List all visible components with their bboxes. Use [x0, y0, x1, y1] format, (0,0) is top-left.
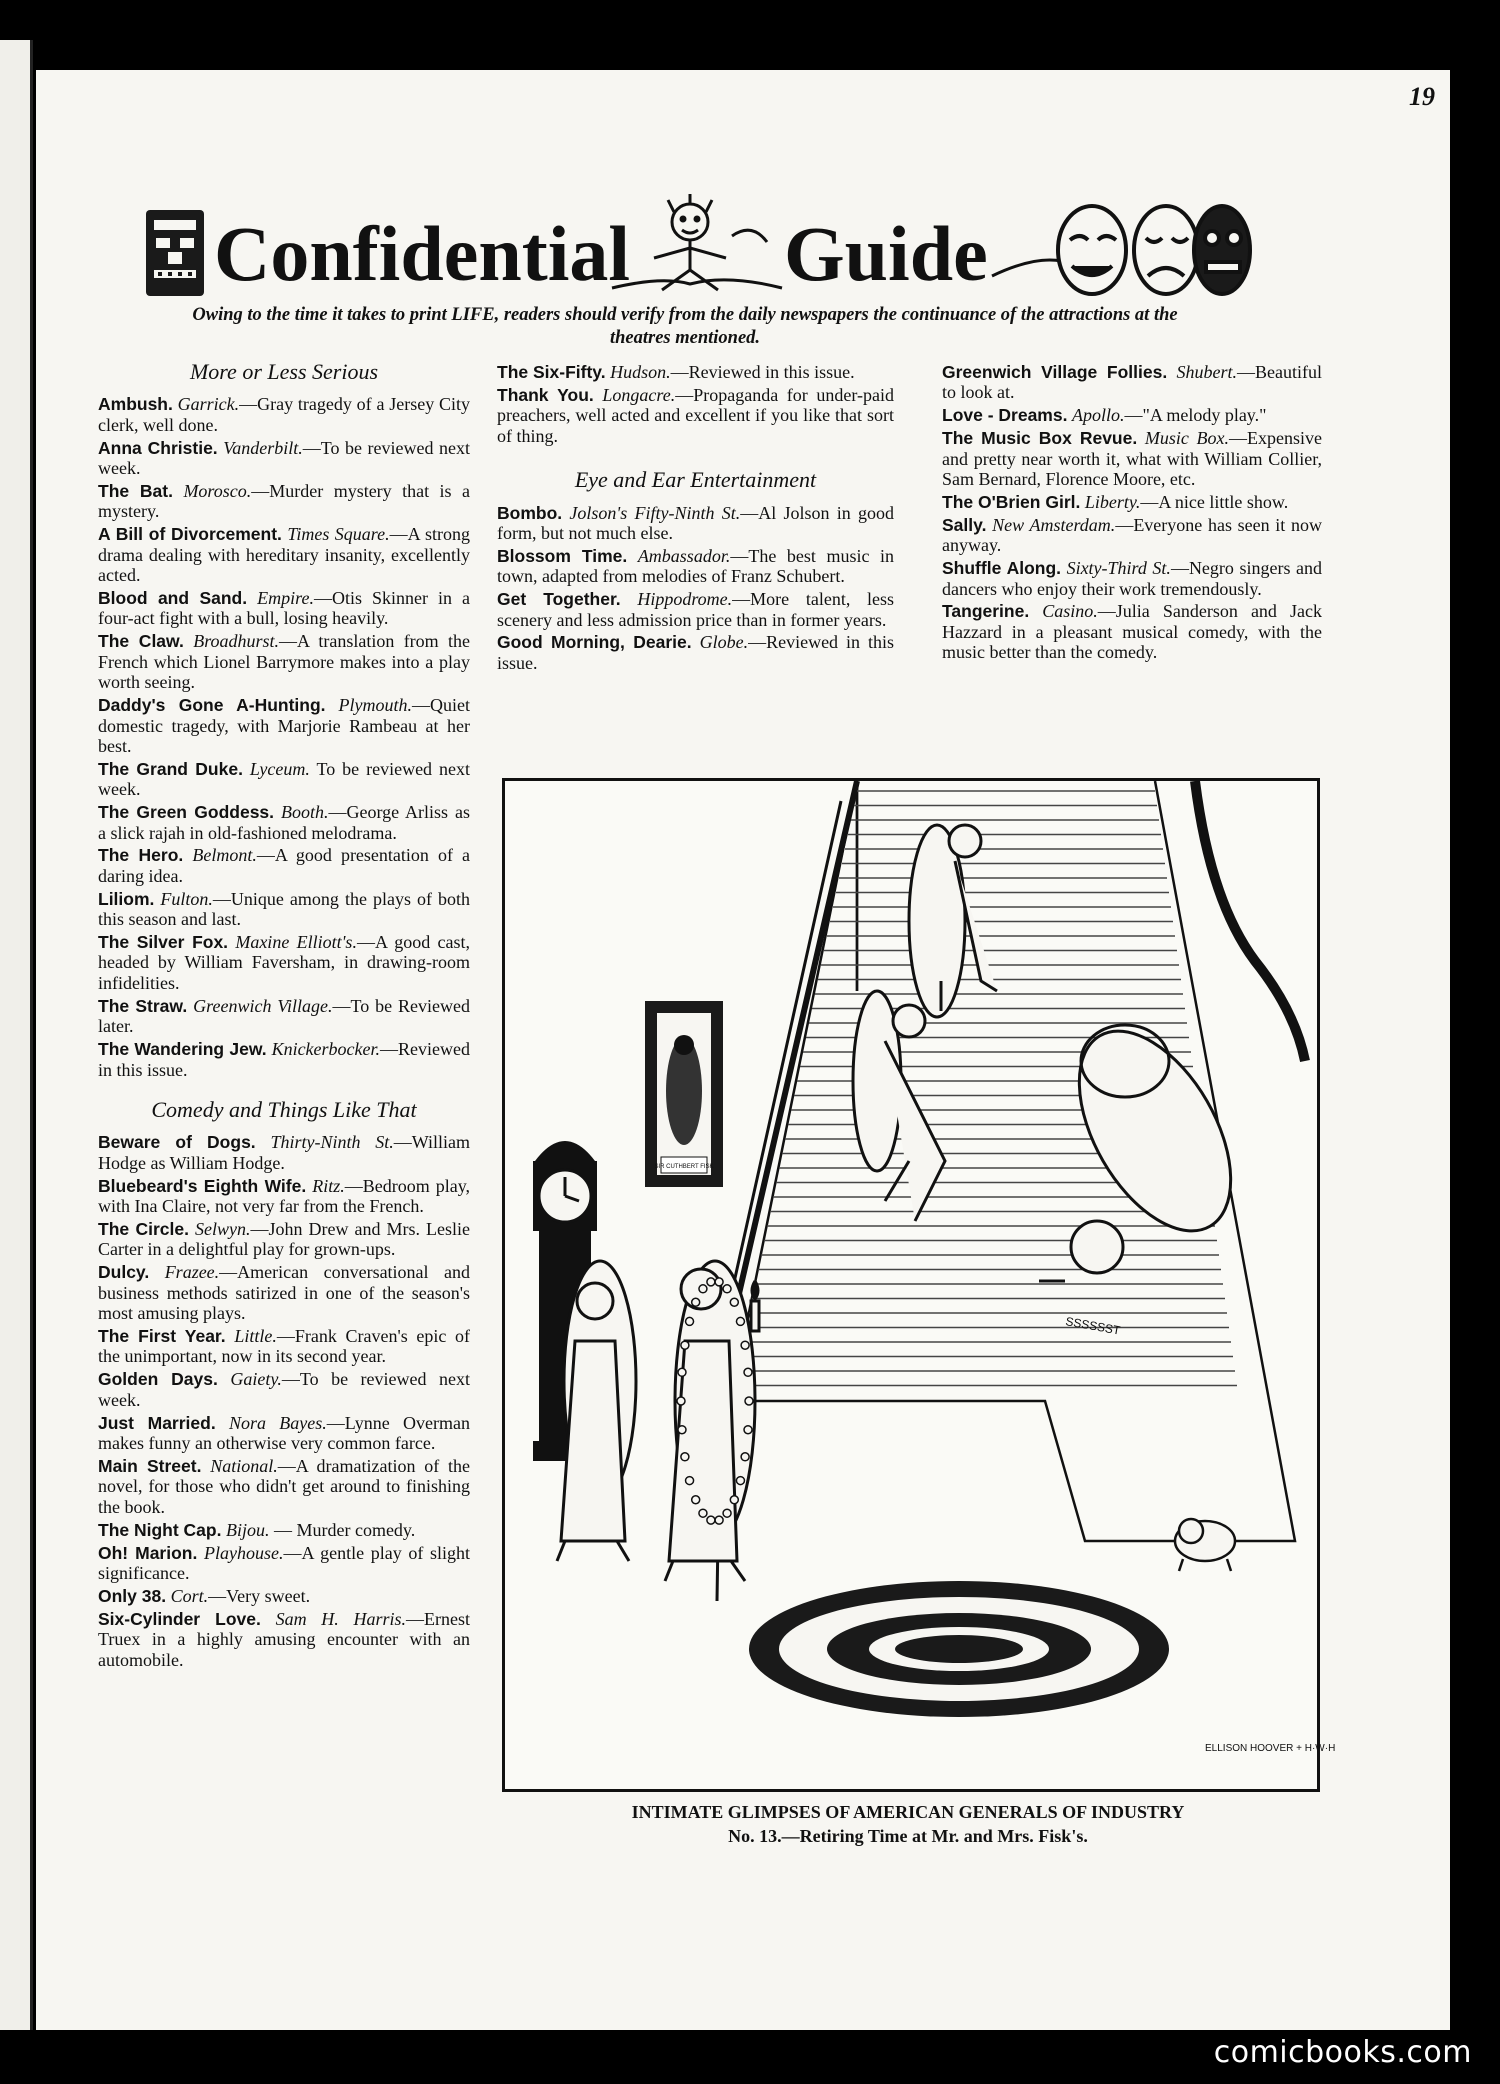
section-continued-list [497, 362, 894, 446]
theatre-name: Knickerbocker. [271, 1039, 381, 1060]
section-heading-comedy: Comedy and Things Like That [151, 1096, 417, 1122]
show-description: —Reviewed in this issue. [497, 632, 895, 673]
theatre-name: Liberty. [1084, 491, 1141, 512]
guide-entry [497, 589, 894, 630]
theatre-name: Hudson. [610, 362, 671, 382]
theatre-name: Greenwich Village. [193, 995, 333, 1016]
figure-mr-fisk [665, 1261, 755, 1581]
page-number: 19 [1409, 82, 1435, 111]
theatre-name: Jolson's Fifty-Ninth St. [569, 502, 741, 523]
oval-rug [749, 1581, 1169, 1717]
section-heading-eye-ear: Eye and Ear Entertainment [574, 467, 817, 493]
guide-entry [942, 428, 1322, 489]
theatre-name: Music Box. [1144, 428, 1230, 449]
guide-entry [98, 438, 470, 479]
theatre-name: Little. [234, 1325, 277, 1346]
guide-entry [98, 759, 470, 800]
theatre-masks-icon [1058, 206, 1250, 294]
guide-entry [98, 1456, 470, 1517]
column-2 [497, 362, 894, 676]
guide-entry [497, 362, 894, 382]
theatre-name: Sam H. Harris. [275, 1608, 407, 1629]
theatre-name: Maxine Elliott's. [235, 932, 357, 953]
show-title: A Bill of Divorcement. [98, 524, 282, 545]
cartoon-illustration [502, 778, 1336, 1792]
guide-entry [497, 546, 894, 587]
show-title: Tangerine. [942, 601, 1030, 622]
theatre-name: Selwyn. [195, 1218, 251, 1239]
guide-entry [942, 492, 1322, 512]
show-description: —Julia Sanderson and Jack Hazzard in a pleasant musical comedy, with the music better than the comedy. [942, 601, 1322, 663]
guide-entry [98, 524, 470, 585]
caption-line-2: No. 13.—Retiring Time at Mr. and Mrs. Fisk's. [728, 1826, 1088, 1846]
show-title: The First Year. [98, 1325, 226, 1346]
guide-entry [942, 362, 1322, 403]
theatre-name: Hippodrome. [637, 589, 733, 610]
show-title: Get Together. [497, 589, 621, 610]
show-description: —Gray tragedy of a Jersey City clerk, well done. [98, 394, 470, 435]
watermark: comicbooks.com [1213, 2035, 1472, 2070]
masthead-word-2: Guide [784, 210, 988, 297]
show-description: —A good cast, headed by William Faversham, in drawing-room infidelities. [98, 932, 470, 993]
show-title: Daddy's Gone A-Hunting. [98, 695, 326, 716]
theatre-name: Booth. [280, 802, 329, 823]
guide-entry [98, 1176, 470, 1217]
tiki-mask-icon [146, 210, 204, 296]
show-title: Blossom Time. [497, 545, 628, 566]
binding-edge [0, 40, 33, 2030]
theatre-name: Sixty-Third St. [1066, 558, 1171, 579]
guide-entry [98, 1326, 470, 1367]
show-title: Love - Dreams. [942, 405, 1068, 426]
theatre-name: Casino. [1042, 601, 1098, 622]
show-title: Thank You. [497, 384, 594, 405]
show-title: Oh! Marion. [98, 1542, 198, 1563]
show-description: To be reviewed next week. [98, 758, 471, 800]
show-title: The Night Cap. [98, 1519, 222, 1540]
dog-icon [1175, 1519, 1235, 1571]
show-description: —To be Reviewed later. [98, 995, 471, 1037]
show-title: The Green Goddess. [98, 802, 275, 823]
theatre-name: Playhouse. [204, 1542, 284, 1563]
show-description: —American conversational and business methods satirized in one of the season's most amusing plays. [98, 1262, 470, 1324]
show-title: The O'Brien Girl. [942, 491, 1081, 512]
show-title: Shuffle Along. [942, 558, 1061, 579]
portrait-frame [645, 1001, 723, 1187]
show-description: —Propaganda for under-paid preachers, well acted and excellent if you like that sort of thing. [497, 384, 894, 446]
guide-entry [98, 1520, 470, 1540]
theatre-name: New Amsterdam. [992, 514, 1116, 535]
guide-entry [98, 631, 470, 692]
section-serious-list [98, 394, 470, 1080]
show-description: —Reviewed in this issue. [98, 1039, 471, 1080]
intro-note: Owing to the time it takes to print LIFE, readers should verify from the daily newspapers the continuance of the attractions at the theatres mentioned. [192, 305, 1178, 348]
candle-icon [751, 1281, 759, 1331]
show-description: —Unique among the plays of both this season and last. [98, 888, 470, 930]
guide-entry [98, 588, 470, 629]
show-title: Only 38. [98, 1585, 167, 1606]
curtain-drape [1195, 781, 1305, 1061]
show-title: Good Morning, Dearie. [497, 632, 692, 653]
show-description: — Murder comedy. [269, 1519, 416, 1540]
show-description: —George Arliss as a slick rajah in old-fashioned melodrama. [98, 802, 470, 843]
show-title: Bombo. [497, 502, 563, 523]
show-title: The Grand Duke. [98, 758, 243, 779]
guide-entry [98, 1039, 470, 1080]
guide-entry [98, 802, 470, 843]
guide-entry [942, 558, 1322, 599]
show-description: —Murder mystery that is a mystery. [98, 481, 470, 522]
theatre-name: Cort. [170, 1585, 209, 1606]
show-title: Just Married. [98, 1412, 216, 1433]
figure-falling [1039, 1006, 1262, 1281]
guide-entry [98, 695, 470, 756]
show-description: —To be reviewed next week. [98, 437, 471, 479]
theatre-name: Bijou. [225, 1519, 270, 1540]
theatre-name: Belmont. [192, 845, 257, 866]
theatre-name: Vanderbilt. [223, 437, 303, 458]
show-description: —A good presentation of a daring idea. [98, 845, 470, 886]
show-description: —Frank Craven's epic of the unimportant, now in its second year. [98, 1325, 470, 1367]
theatre-name: Longacre. [602, 384, 676, 405]
guide-entry [98, 481, 470, 522]
guide-entry [98, 932, 470, 993]
show-title: Six-Cylinder Love. [98, 1608, 261, 1629]
show-description: —Negro singers and dancers who enjoy their work tremendously. [942, 558, 1323, 599]
theatre-name: Garrick. [177, 394, 240, 415]
column-1 [98, 359, 471, 1672]
show-description: —Beautiful to look at. [942, 362, 1322, 403]
guide-entry [98, 1219, 470, 1260]
guide-entry [98, 1413, 470, 1454]
section-heading-serious: More or Less Serious [189, 359, 379, 384]
theatre-name: Nora Bayes. [228, 1412, 327, 1433]
show-title: The Bat. [98, 481, 173, 502]
theatre-name: Fulton. [160, 888, 213, 909]
show-title: The Music Box Revue. [942, 428, 1138, 449]
show-title: The Wandering Jew. [98, 1039, 267, 1060]
theatre-name: Plymouth. [338, 695, 412, 716]
guide-entry [98, 1586, 470, 1606]
show-description: —A strong drama dealing with hereditary insanity, excellently acted. [98, 524, 471, 586]
theatre-name: Gaiety. [230, 1369, 282, 1390]
sound-effect: SSSSSST [1064, 1314, 1122, 1338]
show-description: —Bedroom play, with Ina Claire, not very far from the French. [98, 1175, 471, 1217]
show-title: Main Street. [98, 1455, 202, 1476]
show-title: Bluebeard's Eighth Wife. [98, 1175, 307, 1196]
theatre-name: Ambassador. [637, 545, 731, 566]
theatre-name: Times Square. [287, 524, 390, 545]
show-description: —Very sweet. [208, 1585, 311, 1606]
show-title: The Silver Fox. [98, 932, 229, 953]
theatre-name: Apollo. [1071, 405, 1125, 426]
show-description: —A gentle play of slight significance. [98, 1542, 471, 1583]
show-title: Anna Christie. [98, 437, 218, 458]
show-description: —John Drew and Mrs. Leslie Carter in a delightful play for grown-ups. [98, 1218, 470, 1260]
column-3 [942, 362, 1322, 665]
show-title: The Straw. [98, 995, 188, 1016]
theatre-name: Ritz. [312, 1175, 345, 1196]
show-title: The Claw. [98, 631, 184, 652]
masthead [142, 192, 1252, 304]
show-title: Dulcy. [98, 1262, 150, 1283]
show-description: —Everyone has seen it now anyway. [942, 514, 1322, 556]
guide-entry [98, 1369, 470, 1410]
portrait-label: SIR CUTHBERT FISK [654, 1164, 714, 1170]
show-description: —Al Jolson in good form, but not much else. [497, 502, 894, 543]
show-description: —More talent, less scenery and less admission price than in former years. [497, 589, 894, 630]
show-title: Greenwich Village Follies. [942, 362, 1168, 382]
show-description: —A translation from the French which Lionel Barrymore makes into a play worth seeing. [98, 631, 470, 693]
show-description: —Otis Skinner in a four-act fight with a bull, losing heavily. [98, 588, 470, 629]
show-description: —The best music in town, adapted from melodies of Franz Schubert. [497, 545, 895, 587]
guide-entry [497, 385, 894, 446]
theatre-name: Lyceum. [249, 758, 310, 779]
mascot-icon [612, 194, 782, 290]
guide-entry [942, 601, 1322, 662]
artist-signature: ELLISON HOOVER + H·W·H [1205, 1743, 1336, 1754]
theatre-name: Frazee. [164, 1262, 220, 1283]
show-title: Beware of Dogs. [98, 1132, 256, 1153]
guide-entry [98, 1609, 470, 1670]
show-description: —A nice little show. [1140, 491, 1289, 512]
show-title: Blood and Sand. [98, 588, 248, 609]
show-description: —"A melody play." [1124, 405, 1267, 426]
guide-entry [98, 1543, 470, 1584]
guide-entry [98, 1262, 470, 1323]
theatre-name: Thirty-Ninth St. [270, 1132, 394, 1153]
theatre-name: Globe. [699, 632, 749, 653]
show-description: —William Hodge as William Hodge. [98, 1132, 471, 1173]
show-title: The Circle. [98, 1218, 189, 1239]
show-title: Ambush. [98, 394, 173, 415]
guide-entry [942, 515, 1322, 556]
theatre-name: Morosco. [183, 481, 252, 502]
guide-entry [98, 889, 470, 930]
guide-entry [497, 503, 894, 544]
section-eye-ear-list [497, 503, 894, 674]
show-description: —Ernest Truex in a highly amusing encounter with an automobile. [98, 1608, 470, 1670]
guide-entry [497, 632, 894, 673]
show-description: —Quiet domestic tragedy, with Marjorie Rambeau at her best. [98, 695, 470, 756]
guide-entry [942, 405, 1322, 425]
theatre-name: Shubert. [1176, 362, 1238, 382]
theatre-name: National. [210, 1455, 278, 1476]
show-title: The Hero. [98, 845, 184, 866]
show-title: Sally. [942, 514, 987, 535]
show-description: —To be reviewed next week. [98, 1369, 471, 1410]
caption-line-1: INTIMATE GLIMPSES OF AMERICAN GENERALS OF INDUSTRY [631, 1802, 1185, 1822]
section-eye-ear-continued-list [942, 362, 1322, 663]
theatre-name: Broadhurst. [193, 631, 280, 652]
show-description: —Expensive and pretty near worth it, what with William Collier, Sam Bernard, Florence Moore, etc. [942, 428, 1322, 490]
show-description: —A dramatization of the novel, for those who didn't get around to finishing the book. [98, 1455, 470, 1517]
figure-on-stairs-middle [853, 991, 945, 1221]
cartoon-caption [502, 1800, 1314, 1848]
show-title: Golden Days. [98, 1369, 218, 1390]
show-description: —Lynne Overman makes funny an otherwise very common farce. [98, 1412, 470, 1453]
show-title: The Six-Fifty. [497, 362, 606, 382]
guide-entry [98, 394, 470, 435]
guide-entry [98, 996, 470, 1037]
theatre-name: Empire. [257, 588, 314, 609]
show-description: —Reviewed in this issue. [670, 362, 855, 382]
show-title: Liliom. [98, 888, 155, 909]
guide-entry [98, 1132, 470, 1173]
guide-entry [98, 845, 470, 886]
masthead-word-1: Confidential [214, 210, 631, 297]
section-comedy-list [98, 1132, 470, 1670]
